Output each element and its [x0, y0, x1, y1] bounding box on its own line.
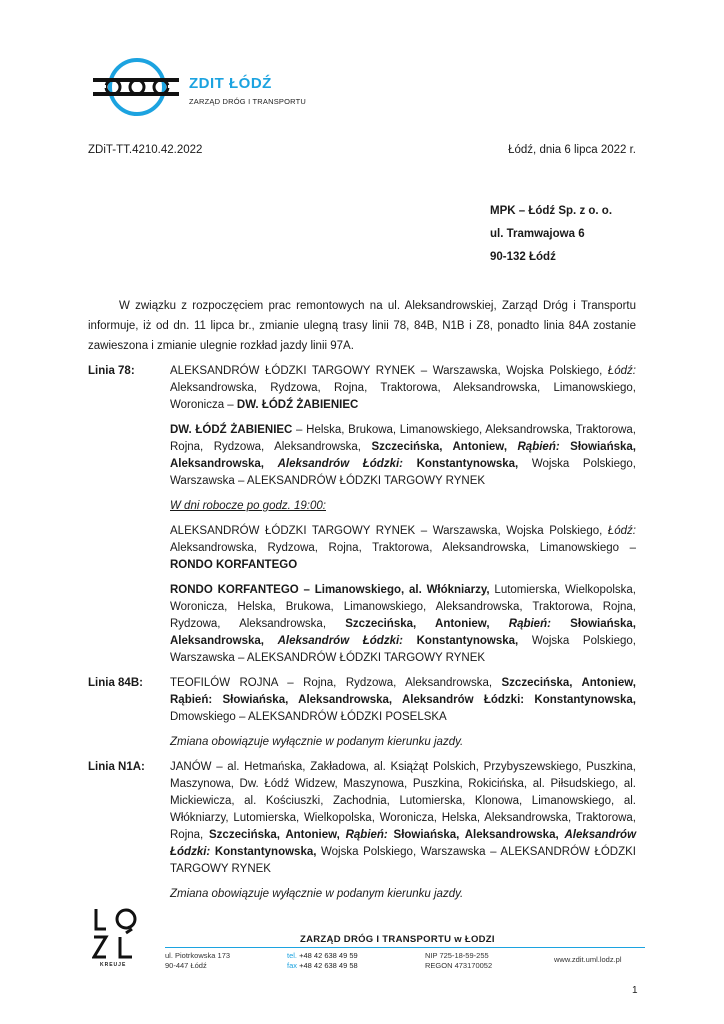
logo-subtitle: ZARZĄD DRÓG I TRANSPORTU [189, 97, 307, 106]
logo-title: ZDIT ŁÓDŹ [189, 75, 272, 92]
route-label: Linia N1A: [88, 761, 145, 773]
route-note: Zmiana obowiązuje wyłącznie w podanym kierunku jazdy. [170, 888, 464, 900]
recipient-line-3: 90-132 Łódź [490, 251, 556, 263]
route-paragraph: ALEKSANDRÓW ŁÓDZKI TARGOWY RYNEK – Warszawska, Wojska Polskiego, Łódź: Aleksandrowska, Rydzowa, Rojna, Traktorowa, Aleksandrowska, Limanowskiego, Woronicza – DW. ŁÓDŹ ŻABIENIEC [170, 365, 636, 411]
route-paragraph: TEOFILÓW ROJNA – Rojna, Rydzowa, Aleksandrowska, Szczecińska, Antoniew, Rąbień: Słowiańska, Aleksandrowska, Aleksandrów Łódzki: Konstantynowska, Dmowskiego – ALEKSANDRÓW ŁÓDZKI POSELSKA [170, 677, 636, 723]
route-list [88, 363, 636, 911]
footer-address: ul. Piotrkowska 173 90-447 Łódź [165, 951, 231, 970]
document-date: Łódź, dnia 6 lipca 2022 r. [508, 144, 636, 156]
lodz-kreuje-logo [92, 905, 142, 970]
footer-title: ZARZĄD DRÓG I TRANSPORTU w ŁODZI [300, 934, 495, 945]
route-paragraph: JANÓW – al. Hetmańska, Zakładowa, al. Książąt Polskich, Przybyszewskiego, Puszkina, Maszynowa, Dw. Łódź Widzew, Maszynowa, Puszkina, Rokicińska, al. Piłsudskiego, al. Mickiewicza, al. Kościuszki, Zachodnia, Lutomierska, Klonowa, Limanowskiego, al. Włókniarzy, Lutomierska, Wielkopolska, Woronicza, Helska, Aleksandrowska, Traktorowa, Rojna, Szczecińska, Antoniew, Rąbień: Słowiańska, Aleksandrowska, Aleksandrów Łódzki: Konstantynowska, Wojska Polskiego, Warszawska – ALEKSANDRÓW ŁÓDZKI TARGOWY RYNEK [170, 761, 637, 875]
lodz-logo-icon [92, 905, 142, 963]
route-note: Zmiana obowiązuje wyłącznie w podanym kierunku jazdy. [170, 736, 464, 748]
zdit-logo [91, 57, 311, 117]
lodz-logo-word: KREUJE [100, 962, 127, 968]
route-paragraph: DW. ŁÓDŹ ŻABIENIEC – Helska, Brukowa, Limanowskiego, Aleksandrowska, Traktorowa, Rojna, Rydzowa, Aleksandrowska, Szczecińska, Antoniew, Rąbień: Słowiańska, Aleksandrowska, Aleksandrów Łódzki: Konstantynowska, Wojska Polskiego, Warszawska – ALEKSANDRÓW ŁÓDZKI TARGOWY RYNEK [170, 424, 636, 487]
route-note-evening: W dni robocze po godz. 19:00: [170, 500, 326, 512]
footer-contact: tel. +48 42 638 49 59 fax +48 42 638 49 58 [287, 951, 358, 970]
intro-paragraph: W związku z rozpoczęciem prac remontowych na ul. Aleksandrowskiej, Zarząd Dróg i Transportu informuje, iż od dn. 11 lipca br., zmianie ulegną trasy linii 78, 84B, N1B i Z8, ponadto linia 84A zostanie zawieszona i zmianie ulegnie rozkład jazdy linii 97A. [88, 300, 636, 352]
route-body [170, 759, 636, 911]
route-n1a [88, 759, 636, 911]
route-78 [88, 363, 636, 675]
footer-registry: NIP 725-18-59-255 REGON 473170052 [425, 951, 493, 970]
zdit-logo-icon [91, 57, 181, 117]
recipient-line-2: ul. Tramwajowa 6 [490, 228, 585, 240]
footer-website: www.zdit.uml.lodz.pl [554, 955, 622, 964]
route-body [170, 363, 636, 675]
footer-divider [165, 947, 645, 948]
recipient-address [490, 205, 612, 274]
route-label: Linia 84B: [88, 677, 143, 689]
route-paragraph: ALEKSANDRÓW ŁÓDZKI TARGOWY RYNEK – Warszawska, Wojska Polskiego, Łódź: Aleksandrowska, Rydzowa, Rojna, Traktorowa, Aleksandrowska, Limanowskiego – RONDO KORFANTEGO [170, 525, 636, 571]
route-label: Linia 78: [88, 365, 135, 377]
document-reference: ZDiT-TT.4210.42.2022 [88, 144, 203, 156]
route-paragraph: RONDO KORFANTEGO – Limanowskiego, al. Włókniarzy, Lutomierska, Wielkopolska, Woronicza, Helska, Brukowa, Limanowskiego, Aleksandrowska, Traktorowa, Rojna, Rydzowa, Aleksandrowska, Szczecińska, Antoniew, Rąbień: Słowiańska, Aleksandrowska, Aleksandrów Łódzki: Konstantynowska, Wojska Polskiego, Warszawska – ALEKSANDRÓW ŁÓDZKI TARGOWY RYNEK [170, 584, 636, 664]
route-84b [88, 675, 636, 759]
recipient-line-1: MPK – Łódź Sp. z o. o. [490, 205, 613, 217]
route-body [170, 675, 636, 759]
page-number: 1 [632, 985, 638, 996]
